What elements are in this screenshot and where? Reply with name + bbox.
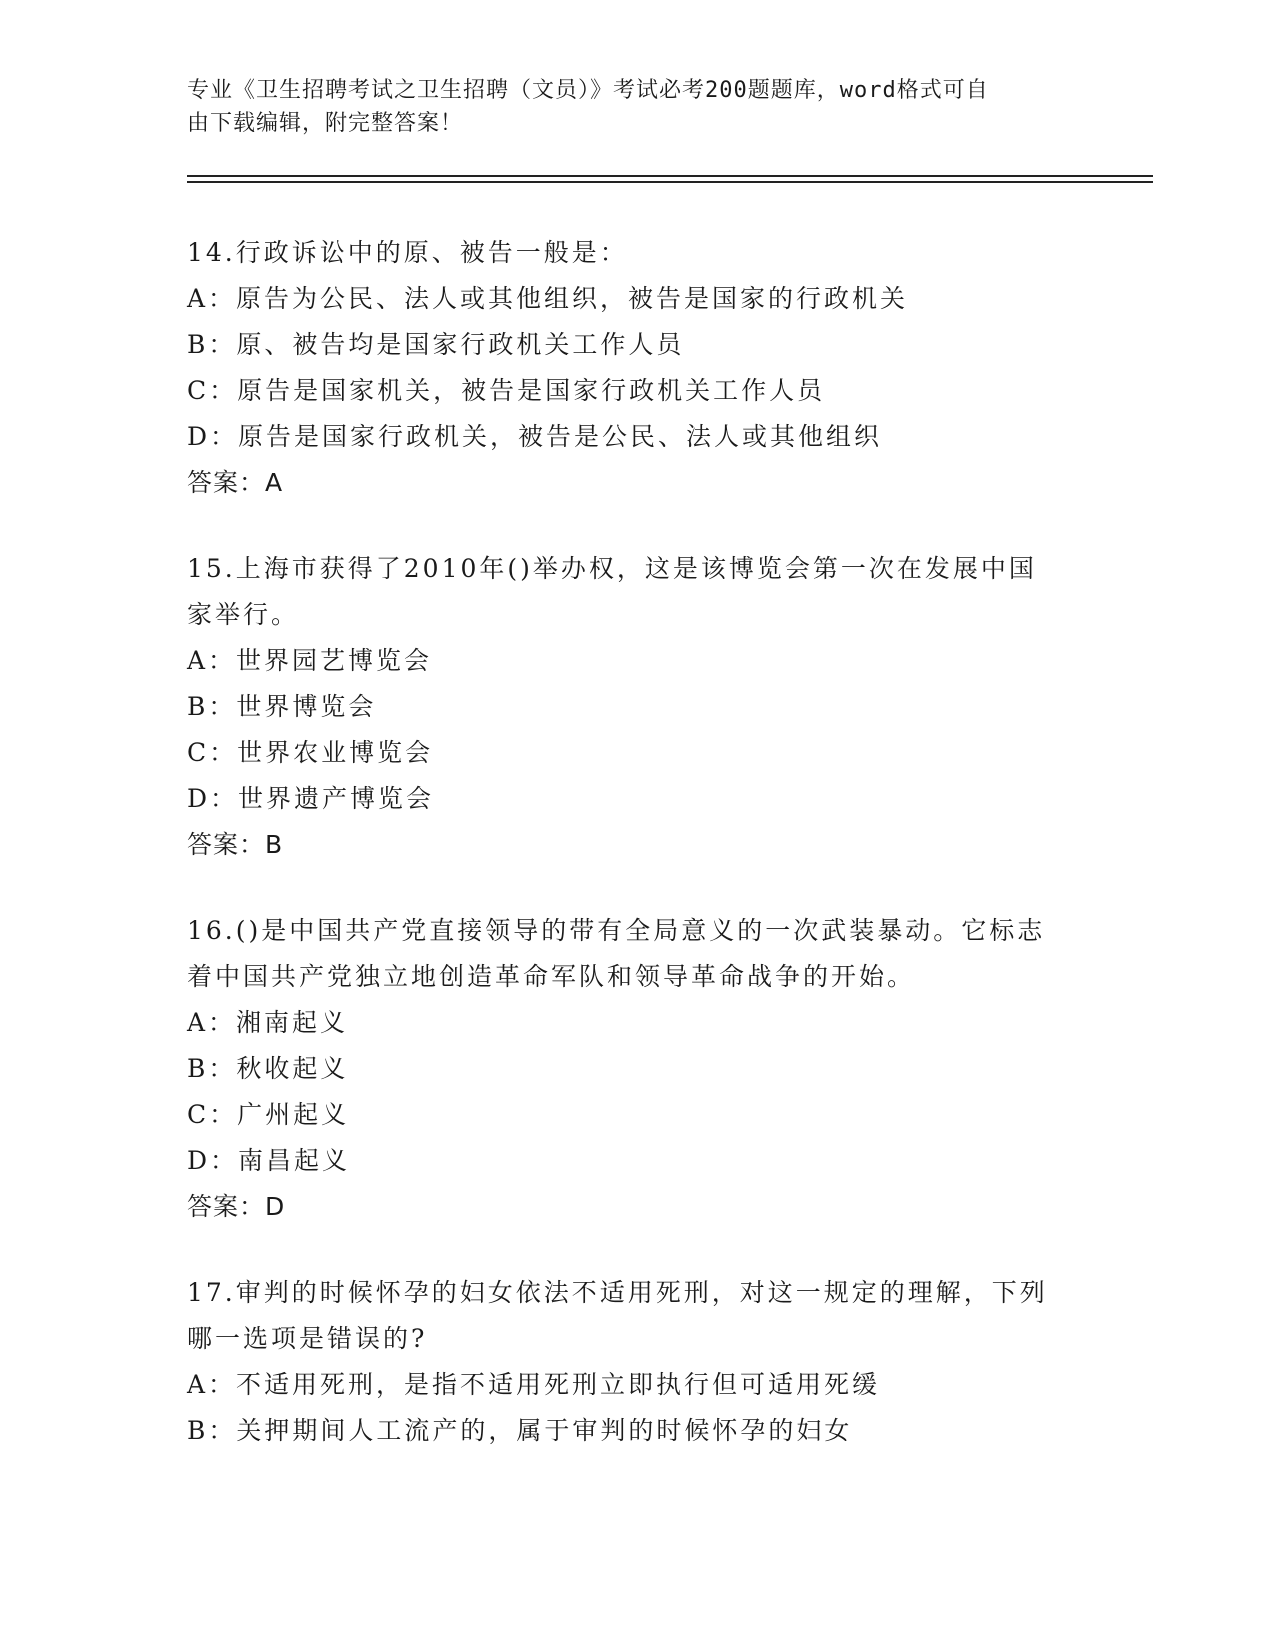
option-c: C：世界农业博览会: [187, 738, 434, 767]
question-stem-continued: 着中国共产党独立地创造革命军队和领导革命战争的开始。: [187, 962, 916, 991]
option-c: C：原告是国家机关，被告是国家行政机关工作人员: [187, 376, 826, 405]
question-16: [187, 908, 1087, 1230]
document-header: [187, 74, 1087, 140]
question-stem-continued: 哪一选项是错误的?: [187, 1324, 428, 1353]
option-b: B：秋收起义: [187, 1054, 349, 1083]
answer: 答案：D: [187, 1192, 286, 1221]
question-stem: 15.上海市获得了2010年()举办权，这是该博览会第一次在发展中国: [187, 554, 1037, 583]
option-b: B：世界博览会: [187, 692, 377, 721]
question-stem: 17.审判的时候怀孕的妇女依法不适用死刑，对这一规定的理解，下列: [187, 1278, 1048, 1307]
question-stem: 16.()是中国共产党直接领导的带有全局意义的一次武装暴动。它标志: [187, 916, 1046, 945]
question-17: [187, 1270, 1087, 1454]
option-b: B：原、被告均是国家行政机关工作人员: [187, 330, 685, 359]
question-list: [187, 230, 1087, 1494]
option-a: A：世界园艺博览会: [187, 646, 433, 675]
option-a: A：原告为公民、法人或其他组织，被告是国家的行政机关: [187, 284, 909, 313]
answer: 答案：B: [187, 830, 284, 859]
option-a: A：不适用死刑，是指不适用死刑立即执行但可适用死缓: [187, 1370, 881, 1399]
question-stem: 14.行政诉讼中的原、被告一般是：: [187, 238, 628, 267]
option-b: B：关押期间人工流产的，属于审判的时候怀孕的妇女: [187, 1416, 853, 1445]
option-d: D：南昌起义: [187, 1146, 351, 1175]
header-line-2: 由下载编辑，附完整答案！: [187, 111, 464, 136]
answer: 答案：A: [187, 468, 284, 497]
header-divider-top: [187, 175, 1153, 177]
option-a: A：湘南起义: [187, 1008, 349, 1037]
question-14: [187, 230, 1087, 506]
option-d: D：世界遗产博览会: [187, 784, 435, 813]
option-d: D：原告是国家行政机关，被告是公民、法人或其他组织: [187, 422, 883, 451]
question-stem-continued: 家举行。: [187, 600, 300, 629]
option-c: C：广州起义: [187, 1100, 350, 1129]
header-line-1: 专业《卫生招聘考试之卫生招聘（文员）》考试必考200题题库，word格式可自: [187, 78, 989, 103]
header-divider-bottom: [187, 181, 1153, 183]
question-15: [187, 546, 1087, 868]
